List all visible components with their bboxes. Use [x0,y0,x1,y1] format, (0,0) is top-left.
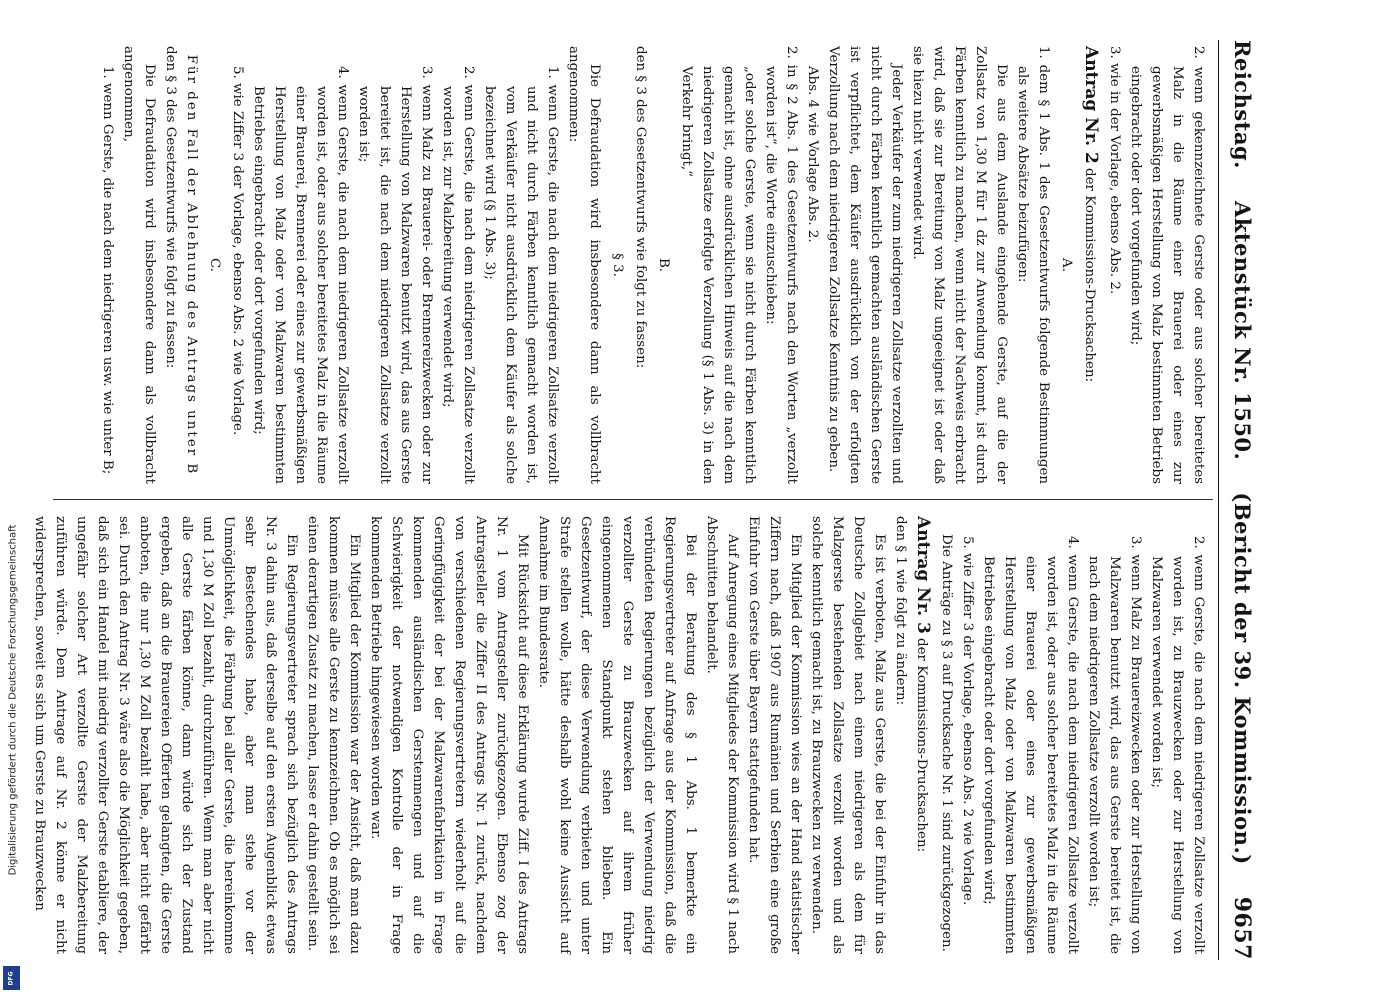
paragraph: den § 3 des Gesetzentwurfs wie folgt zu fassen: [633,46,648,369]
page-header [1221,40,1255,960]
header-right: (Bericht der 39. Kommission.) [1230,492,1255,865]
paragraph: Es ist verboten, Malz aus Gerste, die bei der Einfuhr in das Deutsche Zollgebiet nach einem niedrigeren als dem für Malzgerste bestehenden Zollsatze verzollt worden und als solche kenntlich gemacht ist, zu Brauzwecken zu verwenden. [809,516,887,954]
paragraph: B. [656,257,671,273]
paragraph: 1. wenn Gerste, die nach dem niedrigeren usw. wie unter B; [100,66,115,475]
paragraph: Mit Rücksicht auf diese Erklärung wurde Ziff. I des Antrags Nr. 1 vom Antragsteller zurückgezogen. Ebenso zog der Antragsteller die Ziffer II des Antrags Nr. 1 zurück, nachdem von verschiedenen Regierungsvertretern wiederholt auf die Geringfügigkeit der bei der Malzwarenfabrikation in Frage kommenden ausländischen Gerstenmengen und auf die Schwierigkeit der notwendigen Kontrolle der in Frage kommenden Betriebe hingewiesen worden war. [368,516,530,954]
left-column [49,46,1209,484]
paragraph: A. [1059,258,1074,272]
paragraph: Auf Anregung eines Mitgliedes der Kommission wird § 1 nach Abschnitten behandelt. [704,516,740,954]
motion-title: Antrag Nr. 3 [913,516,933,634]
header-center: Aktenstück Nr. 1550. [1230,201,1255,461]
paragraph: 1. dem § 1 Abs. 1 des Gesetzentwurfs folgende Bestimmungen als weitere Absätze beizufügen: [1015,46,1051,484]
digitization-sidebar [0,0,26,1000]
paragraph: Die aus dem Auslande eingehende Gerste, auf die der Zollsatz von 1,30 M für 1 dz zur Anwendung kommt, ist durch Färben kenntlich zu machen, wenn nicht der Nachweis erbracht wird, daß sie zur Bereitung von Malz ungeeignet ist oder daß sie hiezu nicht verwendet wird. [910,46,1009,484]
paragraph: 1. wenn Gerste, die nach dem niedrigeren Zollsatze verzollt und nicht durch Färben kenntlich gemacht worden ist, vom Verkäufer nicht ausdrücklich dem Käufer als solche bezeichnet wird (§ 1 Abs. 3); [482,66,560,484]
paragraph: 4. wenn Gerste, die nach dem niedrigeren Zollsatze verzollt worden ist, oder aus solcher bereitetes Malz in die Räume einer Brauerei oder eines zur gewerbsmäßigen Herstellung von Malz oder von Malzwaren bestimmten Betriebes eingebracht oder dort vorgefunden wird; [981,536,1080,954]
paragraph: Die Defraudation wird insbesondere dann als vollbracht angenommen: [566,46,602,484]
header-left: Reichstag. [1230,40,1255,169]
right-column [32,516,1209,954]
paragraph: 2. wenn Gerste, die nach dem niedrigeren Zollsatze verzollt worden ist, zu Brauzwecken oder zur Herstellung von Malzwaren verwendet worden ist; [1149,536,1206,954]
paragraph: 2. in § 2 Abs. 1 des Gesetzentwurfs nach den Worten „verzollt worden ist“, die Worte einzuschieben: [763,46,799,484]
paragraph: Die Defraudation wird insbesondere dann als vollbracht angenommen, [121,46,157,484]
paragraph: Abs. 4 wie Vorlage Abs. 2. [805,66,820,243]
paragraph: Die Anträge zu § 3 auf Drucksache Nr. 1 sind zurückgezogen. [939,534,954,952]
paragraph: C. [207,257,222,273]
document-page [32,40,1261,960]
paragraph: Für den Fall der Ablehnung des Antrags unter B [184,54,199,476]
page-number: 9657 [1229,896,1255,960]
paragraph: Ein Mitglied der Kommission war der Ansicht, daß man dazu kommen müsse alle Gerste zu kennzeichnen. Ob es möglich sei einen derartigen Zusatz zu machen, lasse er dahin gestellt sein. [305,516,362,954]
digitization-note: Digitalisierung gefördert durch die Deutsche Forschungsgemeinschaft [7,524,19,876]
dfg-logo [3,966,20,990]
paragraph: den § 1 wie folgt zu ändern: [893,516,908,706]
paragraph: Ein Regierungsvertreter sprach sich bezüglich des Antrags Nr. 3 dahin aus, daß derselbe auf den ersten Augenblick etwas sehr Bestechendes habe, aber man stehe vor der Unmöglichkeit, die Färbung bei aller Gerste, die hereinkomme und 1,30 M Zoll bezahlt, durchzuführen. Wenn man aber nicht alle Gerste färben könne, dann würde sich der Zustand ergeben, daß an die Brauereien Offerten gelangten, die Gerste anboten, die nur 1,30 M Zoll bezahlt habe, aber nicht gefärbt sei. Durch den Antrag Nr. 3 wäre also die Möglichkeit gegeben, daß sich ein Handel mit niedrig verzollter Gerste etabliere, der ungefähr solcher Art verzollte Gerste der Malzbereitung zuführen würde. Dem Antrage auf Nr. 2 könne er nicht widersprechen, soweit es sich um Gerste zu Brauzwecken [32,516,299,954]
motion-subtitle: der Kommissions-Drucksachen: [914,638,929,853]
paragraph: 3. wenn Malz zu Brauerei- oder Brennereizwecken oder zur Herstellung von Malzwaren benutzt wird, das aus Gerste bereitet ist, die nach dem niedrigeren Zollsatze verzollt worden ist; [356,66,434,484]
paragraph: 5. wie Ziffer 3 der Vorlage, ebenso Abs. 2 wie Vorlage. [960,536,975,906]
paragraph: Jeder Verkäufer der zum niedrigeren Zollsatze verzollten und nicht durch Färben kenntlich gemachten ausländischen Gerste ist verpflichtet, dem Käufer ausdrücklich von der erfolgten Verzollung nach dem niedrigeren Zollsatze Kenntnis zu geben. [826,46,904,484]
header-rule [1218,40,1219,960]
dfg-logo-text: DFG [7,970,15,986]
section-heading [911,516,933,954]
paragraph: Ein Mitglied der Kommission wies an der Hand statistischer Ziffern nach, daß 1907 aus Rumänien und Serbien eine große Einfuhr von Gerste über Bayern stattgefunden hat. [746,516,803,954]
section-heading [1079,46,1101,484]
paragraph: „oder solche Gerste, wenn sie nicht durch Färben kenntlich gemacht ist, ohne ausdrücklichen Hinweis auf die nach dem niedrigeren Zollsatze erfolgte Verzollung (§ 1 Abs. 3) in den Verkehr bringt,“ [679,66,757,484]
paragraph: den § 3 des Gesetzentwurfs wie folgt zu fassen: [163,46,178,369]
column-separator [53,499,1213,500]
paragraph: 3. wenn Malz zu Brauereizwecken oder zur Herstellung von Malzwaren benutzt wird, das aus Gerste bereitet ist, die nach dem niedrigeren Zollsatze verzollt worden ist; [1086,536,1143,954]
motion-title: Antrag Nr. 2 [1081,46,1101,164]
motion-subtitle: der Kommissions-Drucksachen: [1082,168,1097,383]
paragraph: § 3. [610,253,625,277]
paragraph: 2. wenn gekennzeichnete Gerste oder aus solcher bereitetes Malz in die Räume einer Brauerei oder eines zur gewerbsmäßigen Herstellung von Malz bestimmten Betriebs eingebracht oder dort vorgefunden wird; [1128,46,1206,484]
paragraph: 5. wie Ziffer 3 der Vorlage, ebenso Abs. 2 wie Vorlage. [230,66,245,436]
paragraph: 3. wie in der Vorlage, ebenso Abs. 2. [1107,46,1122,295]
paragraph: 2. wenn Gerste, die nach dem niedrigeren Zollsatze verzollt worden ist, zur Malzbereitung verwendet wird; [440,66,476,484]
paragraph: 4. wenn Gerste, die nach dem niedrigeren Zollsatze verzollt worden ist, oder aus solcher bereitetes Malz in die Räume einer Brauerei, Brennerei oder eines zur gewerbsmäßigen Herstellung von Malz oder von Malzwaren bestimmten Betriebes eingebracht oder dort vorgefunden wird; [251,66,350,484]
paragraph: Bei der Beratung des § 1 Abs. 1 bemerkte ein Regierungsvertreter auf Anfrage aus der Kommission, daß die verbündeten Regierungen bezüglich der Verwendung niedrig verzollter Gerste zu Brauzwecken auf ihrem früher eingenommenen Standpunkt stehen blieben. Ein Gesetzentwurf, der diese Verwendung verbieten und unter Strafe stellen wolle, hätte deshalb wohl keine Aussicht auf Annahme im Bundesrate. [536,516,698,954]
